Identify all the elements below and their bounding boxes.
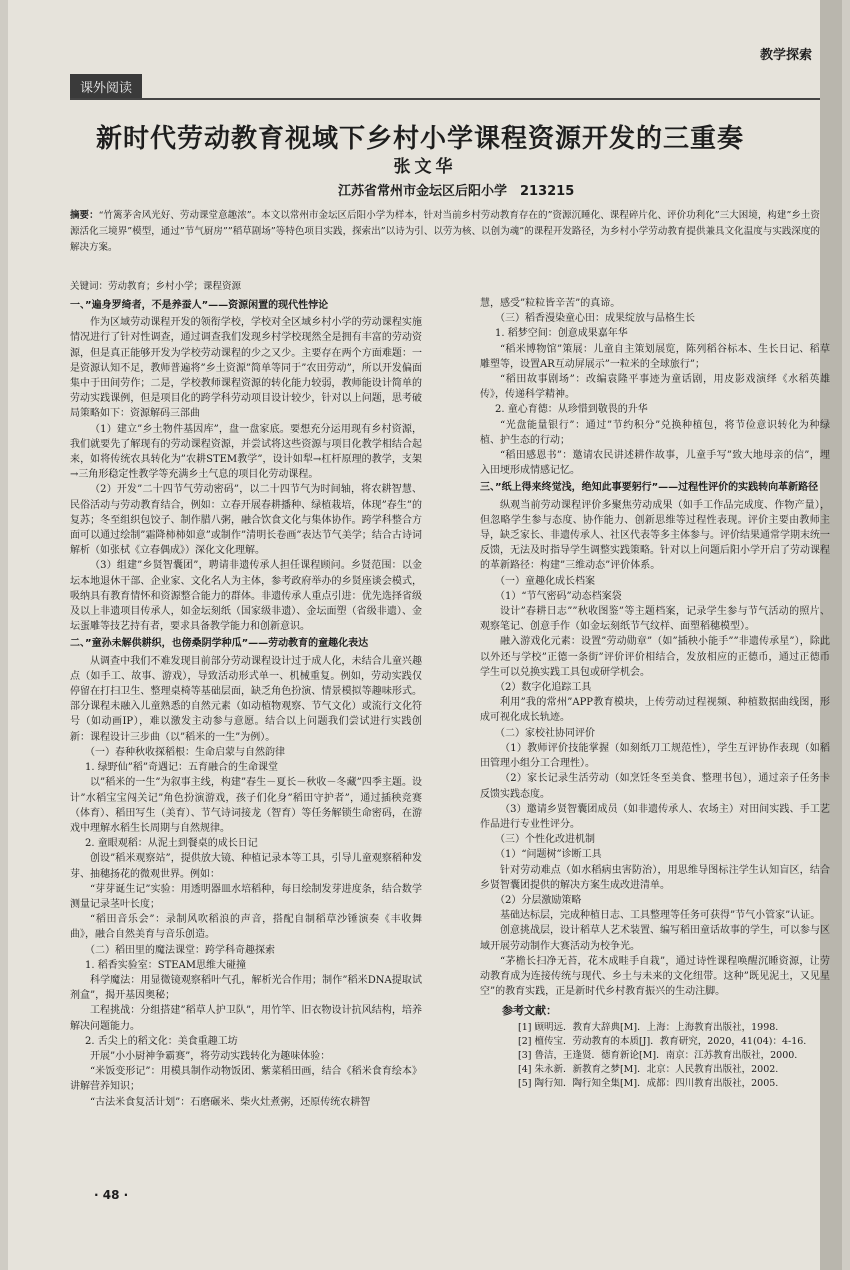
paragraph: 融入游戏化元素：设置”劳动勋章”（如”插秧小能手””非遗传承星”），除此以外还与学校”正德一条街”评价评价相结合，发放相应的正德币，通过正德币学生可以兑换实践工具包或研学机会。 (480, 636, 830, 678)
subheading: （三）稻香漫染童心田：成果绽放与品格生长 (495, 313, 695, 325)
paragraph: “古法米食复活计划”：石磨碾米、柴火灶煮粥，还原传统农耕智 (90, 1096, 371, 1108)
paragraph: 开展”小小厨神争霸赛”，将劳动实践转化为趣味体验： (90, 1050, 331, 1062)
paragraph: 针对劳动难点（如水稻病虫害防治），用思维导图标注学生认知盲区，结合乡贤智囊团提供的解决方案生成改进清单。 (480, 864, 830, 891)
paragraph: （1）教师评价技能掌握（如刻纸刀工规范性），学生互评协作表现（如稻田管理小组分工合理性）。 (480, 742, 830, 770)
subheading: （1）“节气密码”动态档案袋 (495, 590, 622, 602)
paragraph: （2）家长记录生活劳动（如烹饪冬至美食、整理书包），通过亲子任务卡反馈实践态度。 (480, 773, 830, 800)
subheading: （一）童趣化成长档案 (495, 575, 595, 587)
subheading: （二）家校社协同评价 (495, 727, 595, 739)
journal-page (8, 0, 842, 1270)
page-number: · 48 · (94, 1188, 129, 1202)
article-title: 新时代劳动教育视域下乡村小学课程资源开发的三重奏 (96, 124, 745, 154)
paragraph: “稻田音乐会”：录制风吹稻浪的声音，搭配自制稻草沙锤演奏《丰收舞曲》，融合自然美育与音乐创造。 (70, 914, 422, 941)
subheading: （二）稻田里的魔法课堂：跨学科奇趣探索 (85, 944, 275, 956)
paragraph: 作为区域劳动课程开发的领衔学校，学校对全区域乡村小学的劳动课程实施情况进行了针对性调查，通过调查我们发现乡村学校现然全是拥有丰富的劳动资源，但是真正能够开发为学校劳动课程的少之又少。主要存在两个方面难题：一是资源认知不足，教师普遍将”乡土资源”简单等同于”农田劳动”，所以开发偏面集中于田间劳作；二是，学校教师课程资源的转化能力较弱，教师能设计简单的劳动实践课例，但是项目化的跨学科劳动项目设计较少，针对以上问题，思考破局策略如下：资源解码三部曲 (70, 317, 422, 420)
section-heading: 三、”纸上得来终觉浅，绝知此事要躬行”——过程性评价的实践转向革新路径 (480, 482, 819, 494)
paragraph: 从调查中我们不难发现目前部分劳动课程设计过于成人化，未结合儿童兴趣点（如手工、故事、游戏），导致活动形式单一、机械重复。例如，劳动实践仅停留在打扫卫生、整理桌椅等基础层面，缺乏角色扮演、情景模拟等趣味形式。部分课程未融入儿童熟悉的自然元素（如动植物观察、节气文化）或流行文化符号（如动画IP），难以激发主动参与意愿。结合以上问题我们尝试进行实践创新：课程设计三步曲（以”稻米的一生”为例）。 (70, 655, 422, 743)
keywords (70, 278, 820, 292)
abstract-label: 摘要： (70, 210, 99, 221)
references-title: 参考文献： (502, 1004, 557, 1018)
paragraph: 以”稻米的一生”为叙事主线，构建”春生－夏长－秋收－冬藏”四季主题。设计”水稻宝宝闯关记”角色扮演游戏，孩子们化身”稻田守护者”，通过插秧竞赛（体育）、稻田写生（美育）、节气诗词接龙（智育）等任务解锁生命密码，在游戏中理解水稻生长周期与自然规律。 (70, 777, 422, 834)
subheading: 1. 绿野仙”稻”奇遇记：五育融合的生命课堂 (85, 762, 278, 774)
paragraph: （2）开发”二十四节气劳动密码”，以二十四节气为时间轴，将农耕智慧、民俗活动与劳动教育结合，例如：立春开展春耕播种、绿植栽培，体现”春生”的复苏；冬至组织包饺子、制作腊八粥，融合饮食文化与集体协作。跨学科整合方面可以通过绘制”霜降柿柿如意”或制作”清明长卷画”表达节气美学；结合古诗词解析（如张栻《立春偶成》）深化文化理解。 (70, 484, 422, 557)
subheading: 1. 稻梦空间：创意成果嘉年华 (495, 328, 628, 340)
paragraph: 工程挑战：分组搭建”稻草人护卫队”，用竹竿、旧衣物设计抗风结构，培养解决问题能力。 (70, 1005, 422, 1032)
reference-item: [1] 顾明远．教育大辞典[M]．上海：上海教育出版社，1998. (518, 1021, 779, 1033)
subheading: 2. 童心育德：从珍惜到敬畏的升华 (495, 404, 648, 416)
subheading: （1）“问题树”诊断工具 (495, 849, 602, 861)
paragraph: 纵观当前劳动课程评价多聚焦劳动成果（如手工作品完成度、作物产量），但忽略学生参与态度、协作能力、创新思维等过程性表现。评价主要由教师主导，缺乏家长、非遗传承人、社区代表等多主体参与。评价结果通常学期末统一反馈，无法及时指导学生调整实践策略。针对以上问题后阳小学开启了劳动课程的革新路径：构建”三维动态”评价体系。 (480, 499, 830, 572)
subheading: 2. 舌尖上的稻文化：美食重趣工坊 (85, 1035, 238, 1047)
section-heading: 一、”遍身罗绮者，不是养蚕人”——资源闲置的现代性悖论 (70, 300, 329, 311)
reference-item: [4] 朱永新．新教育之梦[M]．北京：人民教育出版社，2002. (518, 1063, 779, 1075)
paragraph: 创设”稻米观察站”，提供放大镜、种植记录本等工具，引导儿童观察稻种发芽、抽穗扬花的微观世界。例如： (70, 853, 422, 880)
paragraph: 基础达标层，完成种植日志、工具整理等任务可获得”节气小管家”认证。 (500, 910, 821, 922)
subheading: （2）数字化追踪工具 (495, 682, 592, 694)
paragraph: “稻田故事剧场”：改编袁隆平事迹为童话剧，用皮影戏演绎《水稻英雄传》，传递科学精神。 (480, 374, 830, 401)
right-column (480, 296, 830, 1256)
paragraph: 利用”我的常州”APP教育模块，上传劳动过程视频、种植数据曲线图，形成可视化成长轨迹。 (480, 697, 830, 724)
paragraph: 设计”春耕日志””秋收图鉴”等主题档案，记录学生参与节气活动的照片、观察笔记、创意手作（如金坛刻纸节气纹样、面塑稻穗模型）。 (480, 606, 830, 633)
section-label: 教学探索 (759, 48, 812, 63)
paragraph: （3）邀请乡贤智囊团成员（如非遗传承人、农场主）对田间实践、手工艺作品进行专业性评分。 (480, 803, 830, 830)
paragraph: （3）组建”乡贤智囊团”，聘请非遗传承人担任课程顾问。乡贤范围：以金坛本地退休干部、企业家、文化名人为主体，参考政府举办的乡贤座谈会模式，吸纳具有教育情怀和资源整合能力的群体。非遗传承人重点引进：优先选择省级及以上非遗项目传承人，如金坛刻纸（国家级非遗）、金坛面塑（省级非遗）、金坛蛋雕等技艺持有者，要求具备教学能力和创新意识。 (70, 560, 422, 633)
subheading: （一）春种秋收探稻根：生命启蒙与自然韵律 (85, 746, 285, 758)
paragraph: 科学魔法：用显微镜观察稻叶气孔，解析光合作用；制作”稻米DNA提取试剂盒”，揭开基因奥秘； (70, 974, 422, 1002)
right-column-body (480, 296, 830, 999)
paragraph: 创意挑战层，设计稻草人艺术装置、编写稻田童话故事的学生，可以参与区域开展劳动制作大赛活动为校争光。 (480, 925, 830, 952)
paragraph: 慧，感受”粒粒皆辛苦”的真谛。 (480, 298, 621, 309)
reference-item: [5] 陶行知．陶行知全集[M]．成都：四川教育出版社，2005. (518, 1077, 779, 1089)
article-author: 张文华 (393, 157, 457, 177)
subheading: （2）分层激励策略 (495, 894, 582, 906)
subheading: 1. 稻香实验室：STEAM思维大碰撞 (85, 959, 247, 971)
keywords-text: 劳动教育；乡村小学；课程资源 (108, 281, 242, 292)
paragraph: “稻米博物馆”策展：儿童自主策划展览，陈列稻谷标本、生长日记、稻草雕塑等，设置AR互动屏展示”一粒米的全球旅行”； (480, 343, 830, 370)
subheading: 2. 童眼观稻：从泥土到餐桌的成长日记 (85, 838, 258, 850)
paragraph: “芽芽诞生记”实验：用透明器皿水培稻种，每日绘制发芽进度条，结合数学测量记录茎叶长度； (70, 883, 422, 910)
paragraph: “光盘能量银行”：通过”节约积分”兑换种植包，将节俭意识转化为种绿植、护生态的行动； (480, 419, 830, 446)
abstract-text: “竹篱茅舍风光好、劳动课堂意趣浓”。本文以常州市金坛区后阳小学为样本，针对当前乡村劳动教育存在的”资源沉睡化、课程碎片化、评价功利化”三大困境，构建”乡土资源活化三境界”模型，通过”节气厨房””稻草剧场”等特色项目实践，探索出”以诗为引、以劳为核、以创为魂”的课程开发路径，为乡村小学劳动教育提供兼具文化温度与实践深度的解决方案。 (70, 210, 820, 253)
paragraph: “茅檐长扫净无苔，花木成畦手自栽”，通过诗性课程唤醒沉睡资源，让劳动教育成为连接传统与现代、乡土与未来的文化纽带。这种”既见泥土，又见星空”的教育实践，正是新时代乡村教育振兴的生动注脚。 (480, 955, 830, 998)
reference-item: [3] 鲁洁，王逢贤．德育新论[M]．南京：江苏教育出版社，2000. (518, 1049, 798, 1061)
reference-item: [2] 檀传宝．劳动教育的本质[J]．教育研究，2020，41(04)：4-16. (518, 1035, 807, 1047)
subheading: （三）个性化改进机制 (495, 834, 595, 846)
keywords-label: 关键词： (70, 281, 109, 292)
header-rule (70, 98, 820, 100)
left-column (70, 296, 422, 1256)
author-affiliation: 江苏省常州市金坛区后阳小学 213215 (338, 184, 575, 199)
paragraph: “米饭变形记”：用模具制作动物饭团、紫菜稻田画，结合《稻米食育绘本》讲解营养知识； (70, 1066, 422, 1093)
references-list (480, 1021, 830, 1091)
paragraph: （1）建立”乡土物件基因库”，盘一盘家底。要想充分运用现有乡村资源，我们就要先了解现有的劳动课程资源，并尝试将这些资源与项目化教学相结合起来，如将传统农具转化为”农耕STEM教学”，设计如犁→杠杆原理的教学，支架→三角形稳定性教学等充满乡土气息的项目化劳动课程。 (70, 423, 422, 481)
paragraph: “稻田感恩书”：邀请农民讲述耕作故事，儿童手写”致大地母亲的信”，埋入田埂形成情感记忆。 (480, 450, 830, 477)
abstract (70, 208, 820, 256)
column-tag: 课外阅读 (70, 74, 142, 99)
section-heading: 二、”童孙未解供耕织，也傍桑阴学种瓜”——劳动教育的童趣化表达 (70, 638, 369, 650)
